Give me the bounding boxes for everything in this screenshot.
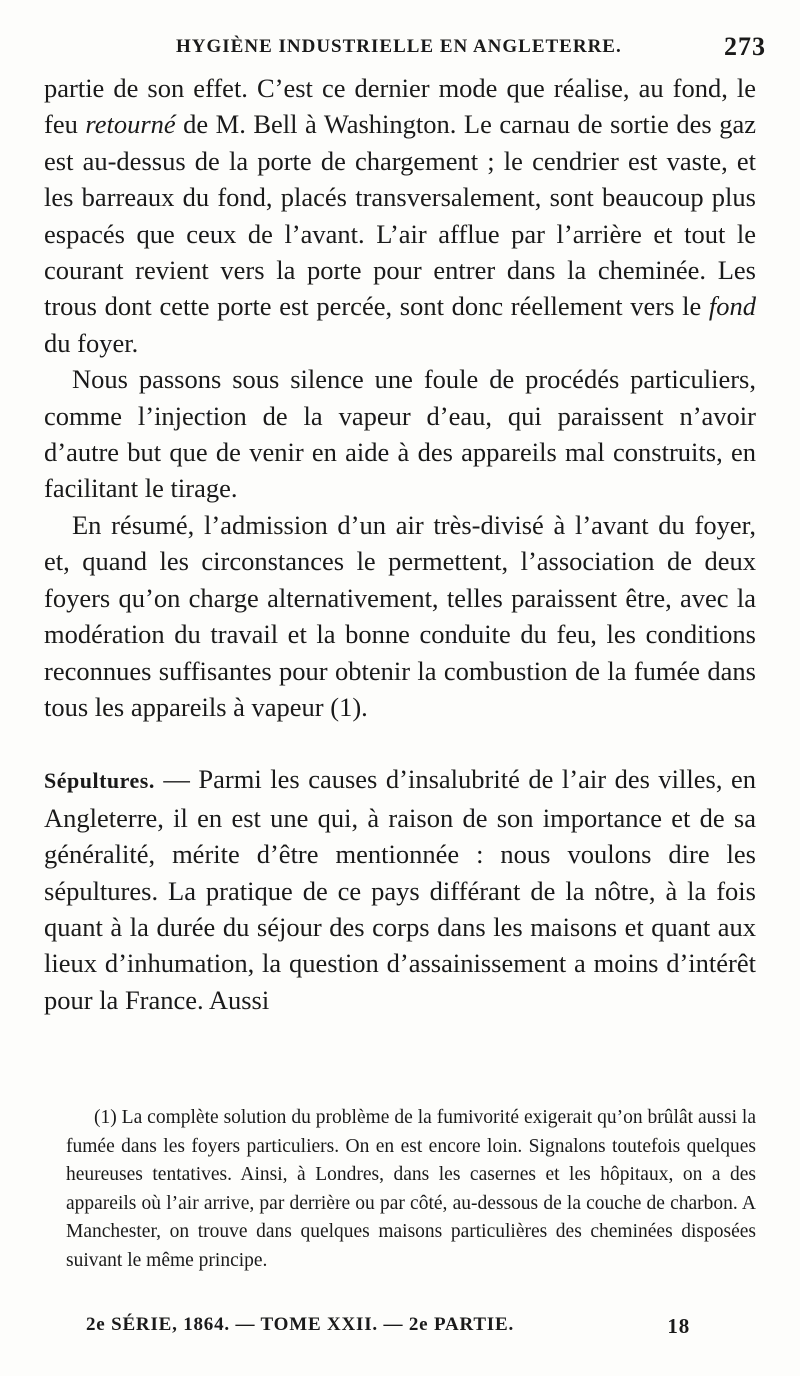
signature-line [86,1314,690,1344]
signature-number: 18 [667,1314,690,1338]
section-heading-sepultures: Sépultures. [44,768,155,794]
paragraph-sepultures-text: — Parmi les causes d’insalubrité de l’air des villes, en Angleterre, il en est une qui, à raison de son importance et de sa généralité, mérite d’être mentionnée : nous voulons dire les sépultures. La pratique de ce pays différant de la nôtre, à la fois quant à la durée du séjour des corps dans les maisons et quant aux lieux d’inhumation, la question d’assainissement a moins d’intérêt pour la France. Aussi [44,764,756,1015]
paragraph-1 [44,70,756,361]
paragraph-sepultures [44,761,756,1018]
paragraph-2: Nous passons sous silence une foule de procédés particuliers, comme l’injection de la vapeur d’eau, qui paraissent n’avoir d’autre but que de venir en aide à des appareils mal construits, en facilitant le tirage. [44,364,756,504]
footnote-1: (1) La complète solution du problème de la fumivorité exigerait qu’on brûlât aussi la fumée dans les foyers particuliers. On en est encore loin. Signalons toutefois quelques heureuses tentatives. Ainsi, à Londres, dans les casernes et les hôpitaux, on a des appareils où l’air arrive, par derrière ou par côté, au-dessous de la couche de charbon. A Manchester, on trouve dans quelques maisons particulières des cheminées disposées suivant le même principe. [66,1107,756,1271]
body-text [44,70,756,1018]
paragraph-1-text-a: partie de son effet. C’est ce dernier mode que réalise, au fond, le feu [44,73,756,140]
paragraph-1-emphasis-fond: fond [708,291,756,322]
running-title: HYGIÈNE INDUSTRIELLE EN ANGLETERRE. [176,36,622,57]
running-head [44,32,772,64]
paragraph-1-text-c: du foyer. [44,327,139,358]
paragraph-1-emphasis-retourne: retourné [85,109,176,140]
paragraph-1-text-b: de M. Bell à Washington. Le carnau de sortie des gaz est au-dessus de la porte de chargement ; le cendrier est vaste, et les barreaux du fond, placés transversalement, sont beaucoup plus espacés que ceux de l’avant. L’air afflue par l’arrière et tout le courant revient vers la porte pour entrer dans la cheminée. Les trous dont cette porte est percée, sont donc réellement vers le [44,109,756,322]
page-number: 273 [724,32,766,61]
footnotes [66,1104,756,1275]
signature-mark: 2e SÉRIE, 1864. — TOME XXII. — 2e PARTIE. [86,1314,515,1335]
paragraph-3: En résumé, l’admission d’un air très-divisé à l’avant du foyer, et, quand les circonstances le permettent, l’association de deux foyers qu’on charge alternativement, telles paraissent être, avec la modération du travail et la bonne conduite du feu, les conditions reconnues suffisantes pour obtenir la combustion de la fumée dans tous les appareils à vapeur (1). [44,509,756,722]
